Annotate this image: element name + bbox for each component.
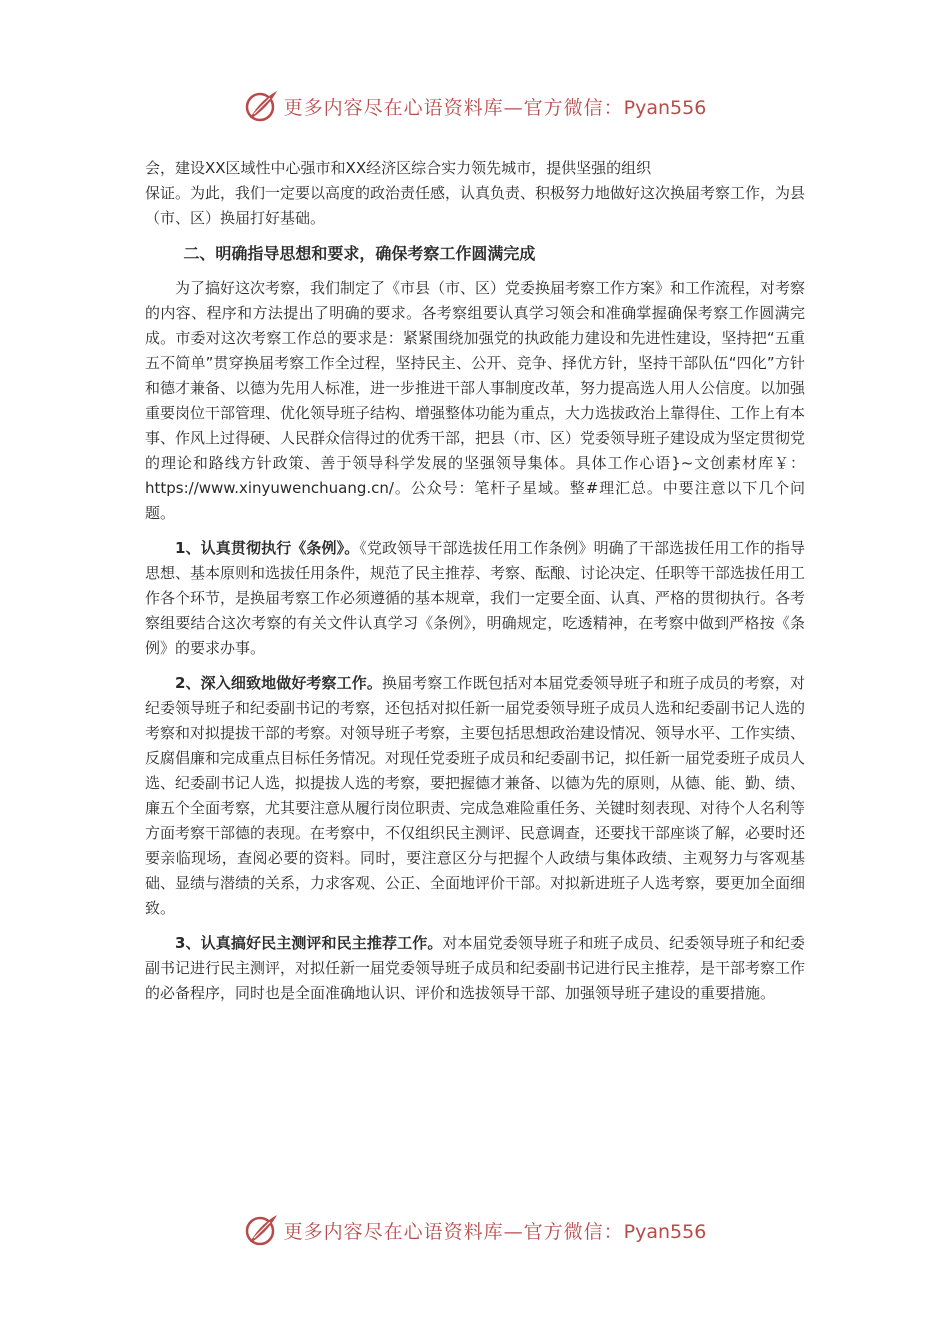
item-2-title: 2、深入细致地做好考察工作。: [175, 674, 382, 692]
document-body: [145, 156, 805, 1006]
paragraph-item-2: 2、深入细致地做好考察工作。换届考察工作既包括对本届党委领导班子和班子成员的考察，对纪委领导班子和纪委副书记的考察，还包括对拟任新一届党委领导班子成员人选和纪委副书记人选的考察和对拟提拔干部的考察。对领导班子考察，主要包括思想政治建设情况、领导水平、工作实绩、反腐倡廉和完成重点目标任务情况。对现任党委班子成员和纪委副书记，拟任新一届党委班子成员人选、纪委副书记人选，拟提拔人选的考察，要把握德才兼备、以德为先的原则，从德、能、勤、绩、廉五个全面考察，尤其要注意从履行岗位职责、完成急难险重任务、关键时刻表现、对待个人名利等方面考察干部德的表现。在考察中，不仅组织民主测评、民意调查，还要找干部座谈了解，必要时还要亲临现场，查阅必要的资料。同时，要注意区分与把握个人政绩与集体政绩、主观努力与客观基础、显绩与潜绩的关系，力求客观、公正、全面地评价干部。对拟新进班子人选考察，要更加全面细致。: [145, 674, 806, 917]
header-banner: [0, 86, 950, 126]
paragraph-item-3: 3、认真搞好民主测评和民主推荐工作。对本届党委领导班子和班子成员、纪委领导班子和纪委副书记进行民主测评，对拟任新一届党委领导班子成员和纪委副书记进行民主推荐，是干部考察工作的必备程序，同时也是全面准确地认识、评价和选拔领导干部、加强领导班子建设的重要措施。: [145, 934, 806, 1002]
item-1-title: 1、认真贯彻执行《条例》。: [175, 539, 360, 557]
footer-banner: [0, 1210, 950, 1250]
banner-text: 更多内容尽在心语资料库—官方微信：Pyan556: [283, 96, 707, 119]
banner-text: 更多内容尽在心语资料库—官方微信：Pyan556: [283, 1220, 707, 1243]
paragraph-intro-line1: 会，建设XX区域性中心强市和XX经济区综合实力领先城市，提供坚强的组织: [145, 159, 652, 177]
website-url: https://www.xinyuwenchuang.cn/: [145, 479, 394, 497]
item-3-title: 3、认真搞好民主测评和民主推荐工作。: [175, 934, 443, 952]
quill-logo-icon: [244, 88, 280, 124]
quill-logo-icon: [244, 1212, 280, 1248]
section-heading-2: 二、明确指导思想和要求，确保考察工作圆满完成: [183, 244, 536, 263]
paragraph-requirements: 为了搞好这次考察，我们制定了《市县（市、区）党委换届考察工作方案》和工作流程，对考察的内容、程序和方法提出了明确的要求。各考察组要认真学习领会和准确掌握确保考察工作圆满完成。市委对这次考察工作总的要求是：紧紧围绕加强党的执政能力建设和先进性建设，坚持把“五重五不简单”贯穿换届考察工作全过程，坚持民主、公开、竞争、择优方针，坚持干部队伍“四化”方针和德才兼备、以德为先用人标准，进一步推进干部人事制度改革，努力提高选人用人公信度。以加强重要岗位干部管理、优化领导班子结构、增强整体功能为重点，大力选拔政治上靠得住、工作上有本事、作风上过得硬、人民群众信得过的优秀干部，把县（市、区）党委领导班子建设成为坚定贯彻党的理论和路线方针政策、善于领导科学发展的坚强领导集体。具体工作心语}~文创素材库￥：https://www.xinyuwenchuang.cn/。公众号：笔杆子星域。整#理汇总。中要注意以下几个问题。: [145, 279, 806, 522]
paragraph-intro-rest: 保证。为此，我们一定要以高度的政治责任感，认真负责、积极努力地做好这次换届考察工作，为县（市、区）换届打好基础。: [145, 184, 806, 227]
paragraph-item-1: 1、认真贯彻执行《条例》。《党政领导干部选拔任用工作条例》明确了干部选拔任用工作的指导思想、基本原则和选拔任用条件，规范了民主推荐、考察、酝酿、讨论决定、任职等干部选拔任用工作各个环节，是换届考察工作必须遵循的基本规章，我们一定要全面、认真、严格的贯彻执行。各考察组要结合这次考察的有关文件认真学习《条例》，明确规定，吃透精神，在考察中做到严格按《条例》的要求办事。: [145, 539, 806, 657]
